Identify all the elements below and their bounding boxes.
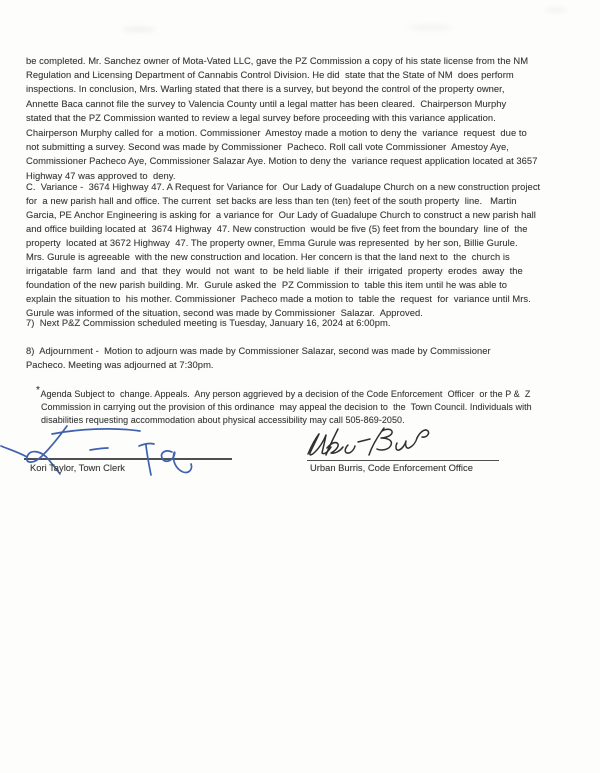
minutes-continuation-paragraph (26, 54, 586, 184)
text-line: explain the situation to his mother. Commissioner Pacheco made a motion to table the request for variance until Mrs. (26, 293, 531, 304)
text-line: irrigatable farm land and that they would not want to be held liable if their irrigated property erodes away the (26, 265, 523, 276)
scan-smudge (122, 26, 156, 33)
footnote-text: Agenda Subject to change. Appeals. Any person aggrieved by a decision of the Code Enforcement Officer or the P & Z (40, 389, 531, 399)
text-line: Highway 47 was approved to deny. (26, 169, 176, 181)
text-line: Garcia, PE Anchor Engineering is asking for a variance for Our Lady of Guadalupe Church to construct a new parish hall (26, 209, 536, 220)
signature-line-town-clerk (24, 458, 232, 460)
text-line (36, 384, 600, 401)
text-line: and office building located at 3674 Highway 47. New construction would be five (5) feet from the boundary line of the (26, 223, 528, 234)
text-line: foundation of the new parish building. Mr. Gurule asked the PZ Commission to table this item until he was able to (26, 279, 508, 290)
text-line: Gurule was informed of the situation, second was made by Commissioner Salazar. Approved. (26, 307, 423, 318)
text-line: C. Variance - 3674 Highway 47. A Request for Variance for Our Lady of Guadalupe Church on a new construction project (26, 181, 541, 192)
text-line: Commissioner Pacheco Aye, Commissioner Salazar Aye. Motion to deny the variance request application located at 3657 (26, 155, 538, 167)
text-line: 7) Next P&Z Commission scheduled meeting is Tuesday, January 16, 2024 at 6:00pm. (26, 317, 391, 328)
text-line: Chairperson Murphy called for a motion. Commissioner Amestoy made a motion to deny the variance request due to (26, 126, 527, 138)
scan-smudge (545, 7, 567, 13)
text-line: Annette Baca cannot file the survey to Valencia County until a legal matter has been cleared. Chairperson Murphy (26, 97, 507, 109)
footnote-asterisk: * (36, 385, 40, 396)
text-line: Mrs. Gurule is agreeable with the new construction and location. Her concern is that the land next to the church is (26, 251, 510, 262)
text-line: 8) Adjournment - Motion to adjourn was made by Commissioner Salazar, second was made by Commissioner (26, 345, 491, 356)
agenda-footnote (36, 384, 600, 428)
text-line: inspections. In conclusion, Mrs. Warling stated that there is a survey, but beyond the control of the property owner, (26, 83, 505, 95)
variance-item-c-paragraph (26, 180, 586, 320)
agenda-item-8-adjournment (26, 344, 586, 373)
signatory-name-town-clerk: Kori Taylor, Town Clerk (30, 462, 125, 473)
text-line: not submitting a survey. Second was made by Commissioner Pacheco. Roll call vote Commissioner Amestoy Aye, (26, 140, 509, 152)
text-line: for a new parish hall and office. The current set backs are less than ten (ten) feet of the south property line. Martin (26, 195, 517, 206)
text-line: disabilities requesting accommodation about physical accessibility may call 505-869-2050. (41, 415, 405, 426)
text-line: Commission in carrying out the provision of this ordinance may appeal the decision to the Town Council. Individuals with (41, 402, 532, 413)
agenda-item-7-next-meeting (26, 316, 586, 330)
text-line: property located at 3672 Highway 47. The property owner, Emma Gurule was represented by her son, Billie Gurule. (26, 237, 518, 248)
scan-smudge (408, 24, 452, 31)
signature-line-code-enforcement (307, 460, 499, 462)
signatory-name-code-enforcement: Urban Burris, Code Enforcement Office (310, 462, 473, 473)
text-line: stated that the PZ Commission wanted to review a legal survey before proceeding with this variance application. (26, 112, 496, 124)
text-line: Regulation and Licensing Department of Cannabis Control Division. He did state that the State of NM does perform (26, 68, 514, 80)
text-line: Pacheco. Meeting was adjourned at 7:30pm. (26, 359, 214, 371)
text-line: be completed. Mr. Sanchez owner of Mota-Vated LLC, gave the PZ Commission a copy of his state license from the NM (26, 54, 529, 66)
